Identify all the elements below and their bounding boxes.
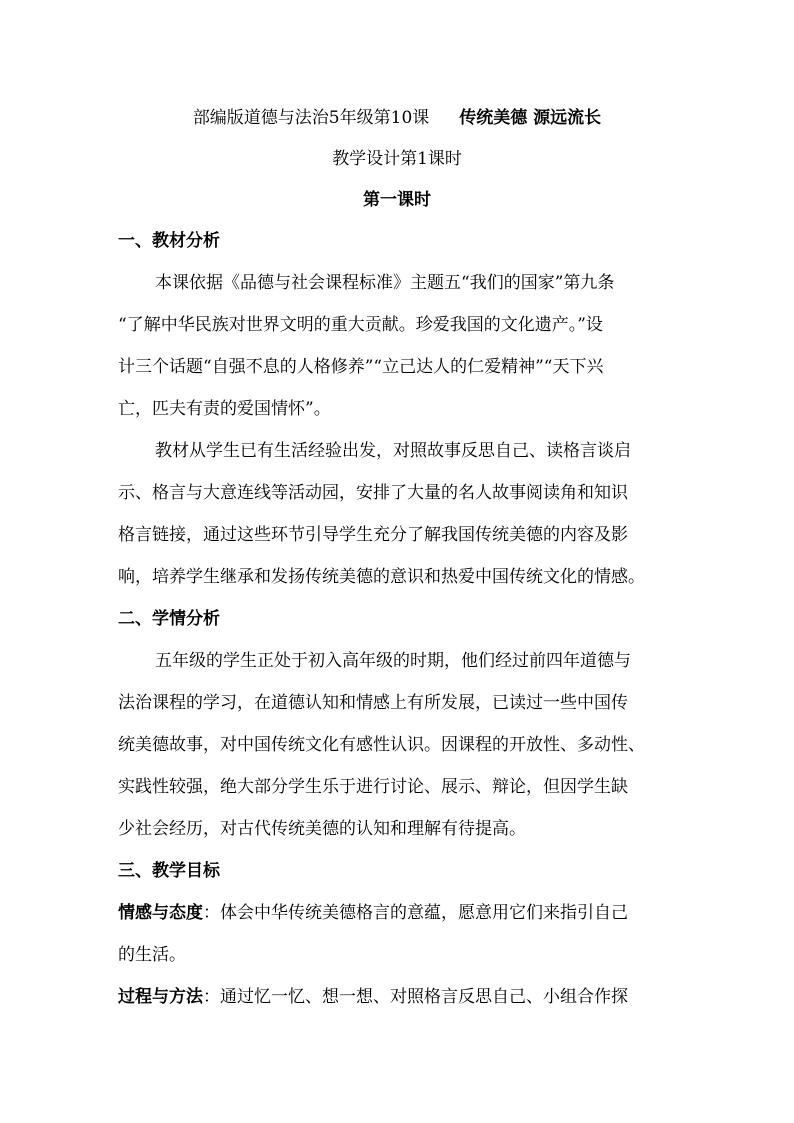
section-heading-student-analysis: 二、学情分析 [118,609,220,629]
goal-label: 情感与态度 [118,903,203,923]
goal-text: ：体会中华传统美德格言的意蕴，愿意用它们来指引自己 [203,903,628,923]
section-heading-textbook-analysis: 一、教材分析 [118,231,220,251]
title-topic: 传统美德 源远流长 [459,108,602,128]
paragraph-line: 响，培养学生继承和发扬传统美德的意识和热爱中国传统文化的情感。 [118,567,645,587]
paragraph-line: 的生活。 [118,945,186,965]
paragraph-line: 少社会经历，对古代传统美德的认知和理解有待提高。 [118,819,526,839]
paragraph-line: 本课依据《品德与社会课程标准》主题五“我们的国家”第九条 [155,273,615,293]
paragraph-line: 五年级的学生正处于初入高年级的时期，他们经过前四年道德与 [155,651,631,671]
paragraph-line: 法治课程的学习，在道德认知和情感上有所发展，已读过一些中国传 [118,693,628,713]
goal-text: ：通过忆一忆、想一想、对照格言反思自己、小组合作探 [203,987,628,1007]
paragraph-line: 格言链接，通过这些环节引导学生充分了解我国传统美德的内容及影 [118,525,628,545]
paragraph-line: 实践性较强，绝大部分学生乐于进行讨论、展示、辩论，但因学生缺 [118,777,628,797]
document-title-line3: 第一课时 [363,190,431,210]
section-heading-teaching-goals: 三、教学目标 [118,861,220,881]
paragraph-line: 教材从学生已有生活经验出发，对照故事反思自己、读格言谈启 [155,441,631,461]
document-title-line2: 教学设计第1课时 [332,149,462,169]
goal-process-method [118,985,678,1009]
document-title-line1 [0,106,794,130]
goal-emotion-attitude [118,901,678,925]
paragraph-line: 亡，匹夫有责的爱国情怀”。 [118,399,331,419]
paragraph-line: 示、格言与大意连线等活动园，安排了大量的名人故事阅读角和知识 [118,483,628,503]
paragraph-line: 统美德故事，对中国传统文化有感性认识。因课程的开放性、多动性、 [118,735,645,755]
title-course: 部编版道德与法治5年级第10课 [192,108,430,128]
paragraph-line: 计三个话题“自强不息的人格修养”“立己达人的仁爱精神”“天下兴 [118,357,604,377]
paragraph-line: “了解中华民族对世界文明的重大贡献。珍爱我国的文化遗产。”设 [118,315,603,335]
goal-label: 过程与方法 [118,987,203,1007]
